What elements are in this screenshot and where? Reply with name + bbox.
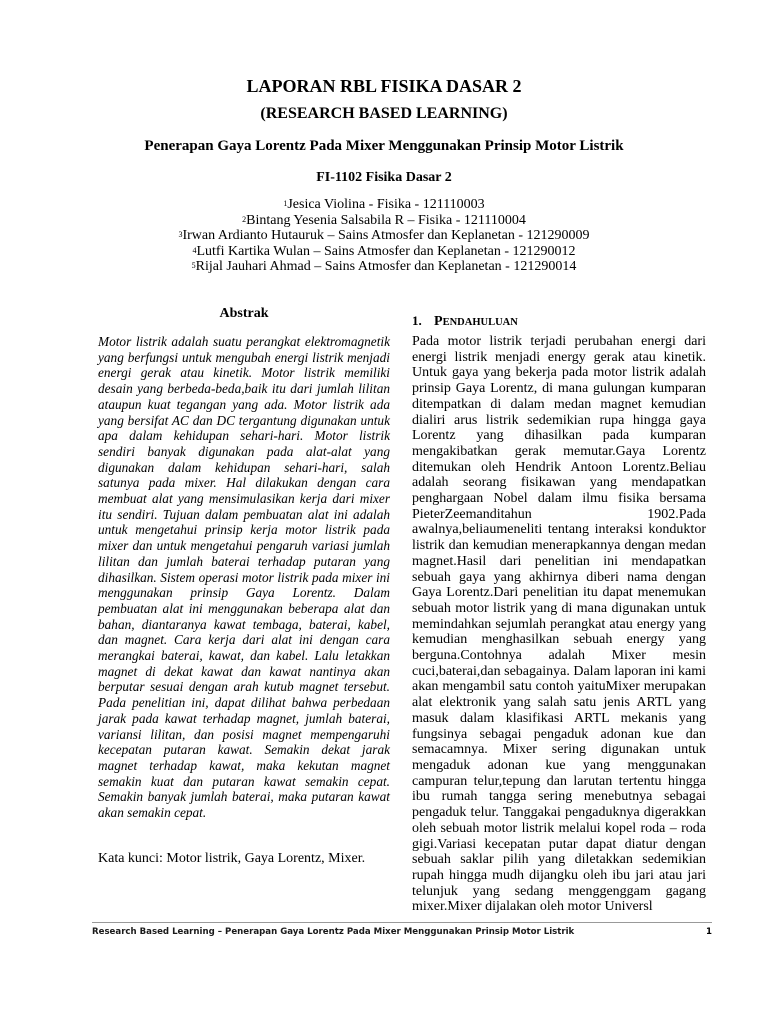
section-heading — [412, 313, 518, 330]
author-index: 5 — [191, 261, 196, 270]
author-line — [0, 197, 768, 213]
section-number: 1. — [412, 313, 422, 328]
section-heading-rest: ENDAHULUAN — [442, 317, 518, 328]
author-list — [0, 197, 768, 275]
author-index: 1 — [283, 199, 288, 208]
author-line — [0, 259, 768, 275]
report-subtitle: (RESEARCH BASED LEARNING) — [260, 105, 508, 122]
introduction-text: Pada motor listrik terjadi perubahan energi dari energi listrik menjadi energy gerak atau kinetik. Untuk gaya yang bekerja pada motor listrik adalah prinsip Gaya Lorentz, di mana gulungan kumparan ditempatkan di dalam medan magnet kemudian dialiri arus listrik sedemikian rupa hingga gaya Lorentz yang dihasilkan pada kumparan mengakibatkan gerak memutar.Gaya Lorentz ditemukan oleh Hendrik Antoon Lorentz.Beliau adalah seorang fisikawan yang mendapatkan penghargaan Nobel dalam ilmu fisika bersama PieterZeemanditahun 1902.Pada awalnya,beliaumeneliti tentang interaksi konduktor listrik dan kemudian menerapkannya dengan medan magnet.Hasil dari penelitian ini mendapatkan sebuah gaya yang akhirnya diberi nama dengan Gaya Lorentz.Dari penelitian itu dapat menemukan sebuah motor listrik yang di mana digunakan untuk memindahkan sejumlah perangkat atau energy yang kemudian menghasilkan sebuah energy yang berguna.Contohnya adalah Mixer mesin cuci,baterai,dan sebagainya. Dalam laporan ini kami akan mengambil satu contoh yaituMixer merupakan alat elektronik yang salah satu jenis ARTL yang masuk dalam klasifikasi ARTL mekanis yang fungsinya sebagai pengaduk adonan kue dan semacamnya. Mixer sering digunakan untuk mengaduk adonan kue yang menggunakan campuran telur,tepung dan larutan tertentu hingga ibu rumah tangga sering menebutnya sebagai pengaduk telur. Tanggakai pengaduknya digerakkan oleh sebuah motor listrik melalui kopel roda – roda gigi.Variasi kecepatan putar dapat diatur dengan sebuah saklar pilih yang diletakkan sedemikian rupah hingga mudh dijangku oleh ibu jari atau jari telunjuk yang sedang menggenggam gagang mixer.Mixer dijalakan oleh motor Universl — [412, 334, 706, 915]
author-name: Jesica Violina - Fisika - 121110003 — [287, 197, 485, 212]
footer-divider — [92, 922, 712, 923]
author-name: Lutfi Kartika Wulan – Sains Atmosfer dan Keplanetan - 121290012 — [196, 243, 576, 259]
author-index: 4 — [192, 245, 197, 255]
running-footer: Research Based Learning – Penerapan Gaya Lorentz Pada Mixer Menggunakan Prinsip Motor Listrik — [92, 927, 575, 937]
author-line — [0, 244, 768, 260]
course-code: FI-1102 Fisika Dasar 2 — [316, 170, 452, 185]
author-index: 2 — [242, 214, 247, 224]
author-name: Irwan Ardianto Hutauruk – Sains Atmosfer dan Keplanetan - 121290009 — [182, 228, 590, 243]
author-index: 3 — [178, 230, 183, 239]
author-name: Bintang Yesenia Salsabila R – Fisika - 121110004 — [246, 212, 526, 228]
page-number: 1 — [706, 927, 712, 937]
abstract-heading: Abstrak — [219, 306, 269, 321]
section-heading-initial: P — [434, 314, 443, 329]
abstract-text: Motor listrik adalah suatu perangkat elektromagnetik yang berfungsi untuk mengubah energi listrik menjadi energi gerak atau kinetik. Motor listrik memiliki desain yang berbeda-beda,baik itu dari jumlah lilitan ataupun kuat tegangan yang ada. Motor listrik ada yang bersifat AC dan DC tergantung digunakan untuk apa dalam kehidupan sehari-hari. Motor listrik sendiri banyak digunakan pada alat-alat yang digunakan dalam kehidupan sehari-hari, salah satunya pada mixer. Hal dilakukan dengan cara membuat alat yang mensimulasikan kerja dari mixer itu sendiri. Tujuan dalam pembuatan alat ini adalah untuk mengetahui prinsip kerja motor listrik pada mixer dan untuk mengetahui pengaruh variasi jumlah lilitan dan jumlah baterai terhadap putaran yang dihasilkan. Sistem operasi motor listrik pada mixer ini menggunakan prinsip Gaya Lorentz. Dalam pembuatan alat ini menggunakan beberapa alat dan bahan, diantaranya kawat tembaga, baterai, kabel, dan magnet. Cara kerja dari alat ini dengan cara merangkai baterai, kawat, dan kabel. Lalu letakkan magnet di dekat kawat dan kawat nantinya akan berputar sesuai dengan arah kutub magnet tersebut. Pada penelitian ini, dapat dilihat bahwa perbedaan jarak pada kawat terhadap magnet, jumlah baterai, variansi lilitan, dan posisi magnet mempengaruhi kecepatan putaran kawat. Semakin dekat jarak magnet terhadap kawat, maka kekutan magnet semakin kuat dan putaran kawat semakin cepat. Semakin banyak jumlah baterai, maka putaran kawat akan semakin cepat. — [98, 334, 390, 821]
author-line — [0, 228, 768, 244]
report-title: LAPORAN RBL FISIKA DASAR 2 — [246, 76, 522, 96]
paper-title: Penerapan Gaya Lorentz Pada Mixer Menggunakan Prinsip Motor Listrik — [144, 138, 624, 154]
author-line — [0, 213, 768, 229]
keywords: Kata kunci: Motor listrik, Gaya Lorentz, Mixer. — [98, 851, 366, 866]
author-name: Rijal Jauhari Ahmad – Sains Atmosfer dan Keplanetan - 121290014 — [195, 259, 577, 274]
